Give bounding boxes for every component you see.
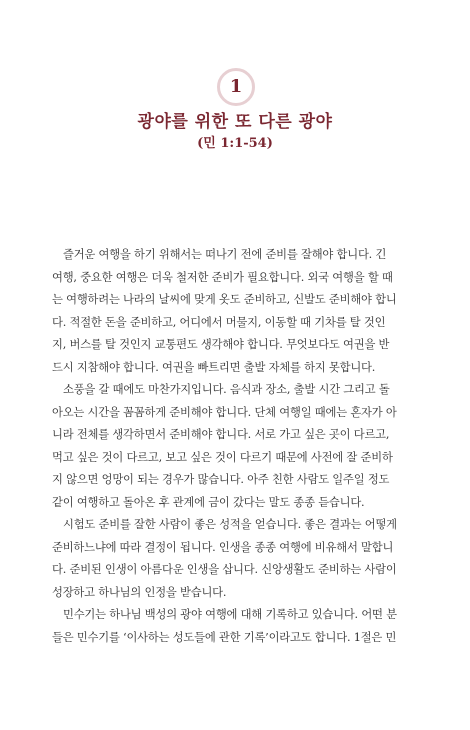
text-line: 소풍을 갈 때에도 마찬가지입니다. 음식과 장소, 출발 시간 그리고 돌 [63,383,390,396]
text-line: 지, 버스를 탈 것인지 교통편도 생각해야 합니다. 무엇보다도 여권을 반 [52,338,390,351]
text-line: 아오는 시간을 꼼꼼하게 준비해야 합니다. 단체 여행일 때에는 혼자가 아 [52,405,397,419]
text-line: 시험도 준비를 잘한 사람이 좋은 성적을 얻습니다. 좋은 결과는 어떻게 [63,518,397,531]
chapter-title: 광야를 위한 또 다른 광야 [137,112,333,132]
body-text [52,244,432,649]
text-line: 즐거운 여행을 하기 위해서는 떠나기 전에 준비를 잘해야 합니다. 긴 [63,248,387,261]
chapter-number: 1 [229,76,243,97]
text-line: 드시 지참해야 합니다. 여권을 빠트리면 출발 자체를 하지 못합니다. [52,360,376,374]
text-line: 준비하느냐에 따라 결정이 됩니다. 인생을 종종 여행에 비유해서 말합니 [52,540,394,554]
text-line: 같이 여행하고 돌아온 후 관계에 금이 갔다는 말도 종종 듣습니다. [52,495,365,509]
text-line: 들은 민수기를 ‘이사하는 성도들에 관한 기록’이라고도 합니다. 1절은 민 [52,630,397,644]
chapter-number-badge [217,68,255,106]
text-line: 다. 적절한 돈을 준비하고, 어디에서 머물지, 이동할 때 기차를 탈 것인 [52,315,386,329]
scripture-reference: (민 1:1-54) [197,136,273,151]
text-line: 니라 전체를 생각하면서 준비해야 합니다. 서로 가고 싶은 곳이 다르고, [52,428,390,441]
text-line: 다. 준비된 인생이 아름다운 인생을 삽니다. 신앙생활도 준비하는 사람이 [52,563,397,576]
text-line: 여행, 중요한 여행은 더욱 철저한 준비가 필요합니다. 외국 여행을 할 때 [52,270,393,284]
text-line: 먹고 싶은 것이 다르고, 보고 싶은 것이 다르기 때문에 사전에 잘 준비하 [52,450,393,464]
text-line: 민수기는 하나님 백성의 광야 여행에 대해 기록하고 있습니다. 어떤 분 [63,608,397,621]
text-line: 는 여행하려는 나라의 날씨에 맞게 옷도 준비하고, 신발도 준비해야 합니 [52,293,397,306]
text-line: 지 않으면 엉망이 되는 경우가 많습니다. 아주 친한 사람도 일주일 정도 [52,473,390,486]
text-line: 성장하고 하나님의 인정을 받습니다. [52,585,227,599]
